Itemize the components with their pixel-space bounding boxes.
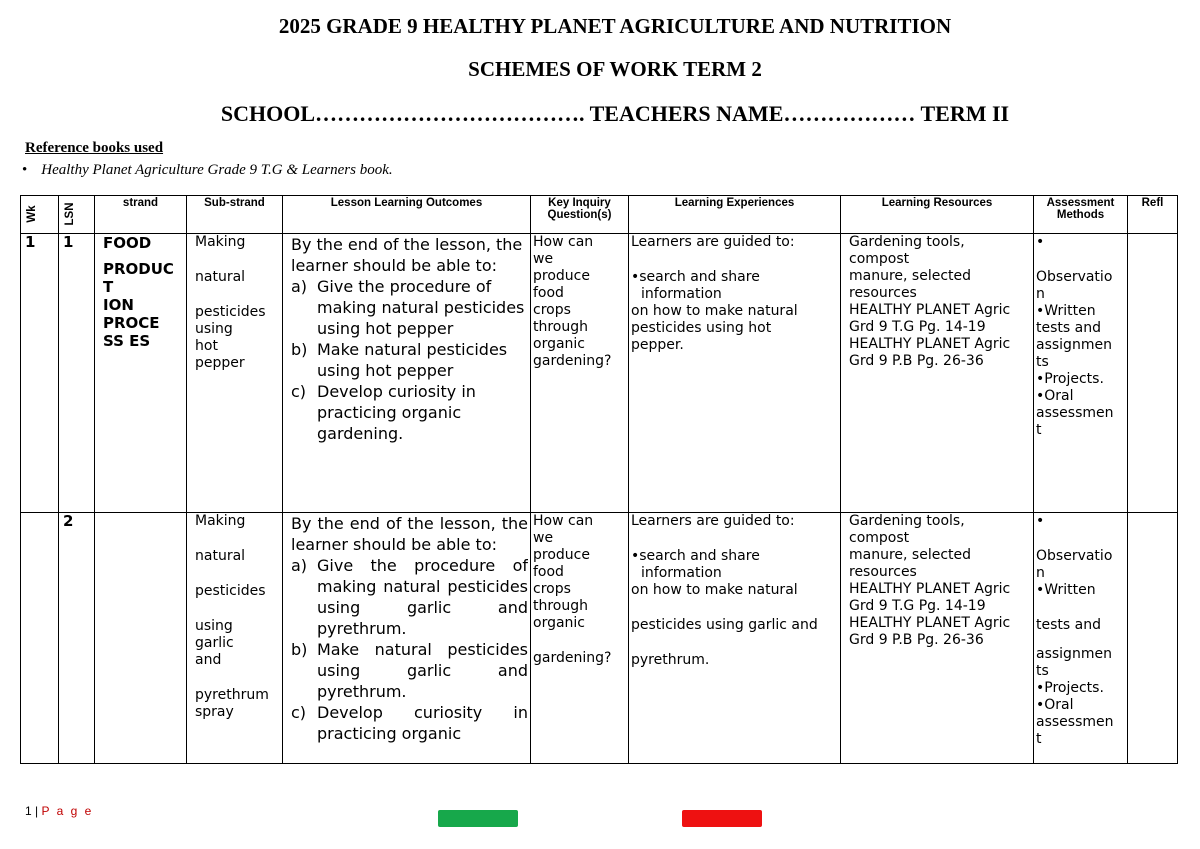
header-experiences: Learning Experiences xyxy=(629,196,841,234)
list-item: a) Give the procedure of making natural pesticides using hot pepper xyxy=(291,277,525,338)
table-row xyxy=(21,513,1178,764)
table-row xyxy=(21,234,1178,513)
substrand-cell: Making natural pesticides using garlic and pyrethrum spray xyxy=(187,513,283,764)
document-title: 2025 GRADE 9 HEALTHY PLANET AGRICULTURE AND NUTRITION xyxy=(278,14,952,38)
reference-heading: Reference books used xyxy=(25,140,164,156)
page-footer xyxy=(25,804,93,818)
table-header-row xyxy=(21,196,1178,234)
substrand-cell: Making natural pesticides using hot pepper xyxy=(187,234,283,513)
reference-text: Healthy Planet Agriculture Grade 9 T.G & Learners book. xyxy=(41,162,393,178)
outcomes-cell: By the end of the lesson, the learner should be able to: a) Give the procedure of making natural pesticides using hot pepper b) Make natural pesticides using hot pepper c) Develop curiosity in practicing organic gardening. xyxy=(283,234,531,513)
strand-cell xyxy=(95,513,187,764)
resources-cell: Gardening tools, compost manure, selected resources HEALTHY PLANET Agric Grd 9 T.G Pg. 14-19 HEALTHY PLANET Agric Grd 9 P.B Pg. 26-36 xyxy=(841,234,1034,513)
lesson-cell: 2 xyxy=(59,513,95,764)
bullet-icon: • xyxy=(22,162,28,178)
header-reflection: Refl xyxy=(1128,196,1178,234)
outcomes-cell: By the end of the lesson, the learner should be able to: a) Give the procedure of making natural pesticides using garlic and pyrethrum. b) Make natural pesticides using garlic and pyrethrum. c) Develop curiosity in practicing organic xyxy=(283,513,531,764)
header-lsn: LSN xyxy=(59,196,95,234)
list-item: c) Develop curiosity in practicing organic gardening. xyxy=(291,382,476,443)
reference-item xyxy=(22,162,393,179)
header-inquiry: Key Inquiry Question(s) xyxy=(531,196,629,234)
week-cell: 1 xyxy=(21,234,59,513)
assessment-cell: • Observatio n •Written tests and assignmen ts •Projects. •Oral assessmen t xyxy=(1034,234,1128,513)
resources-cell: Gardening tools, compost manure, selected resources HEALTHY PLANET Agric Grd 9 T.G Pg. 14-19 HEALTHY PLANET Agric Grd 9 P.B Pg. 26-36 xyxy=(841,513,1034,764)
lesson-cell: 1 xyxy=(59,234,95,513)
list-item: a) Give the procedure of making natural pesticides using garlic and pyrethrum. xyxy=(291,556,528,638)
header-resources: Learning Resources xyxy=(841,196,1034,234)
list-item: b) Make natural pesticides using hot pepper xyxy=(291,340,508,380)
strand-cell: FOOD PRODUC T ION PROCE SS ES xyxy=(95,234,187,513)
reflection-cell xyxy=(1128,234,1178,513)
red-button[interactable] xyxy=(682,810,762,827)
header-wk: Wk xyxy=(21,196,59,234)
list-item: b) Make natural pesticides using garlic and pyrethrum. xyxy=(291,640,528,701)
header-outcomes: Lesson Learning Outcomes xyxy=(283,196,531,234)
header-substrand: Sub-strand xyxy=(187,196,283,234)
header-strand: strand xyxy=(95,196,187,234)
list-item: c) Develop curiosity in practicing organic xyxy=(291,703,528,743)
page-number: 1 xyxy=(25,804,32,818)
document-subtitle: SCHEMES OF WORK TERM 2 xyxy=(468,57,762,81)
experiences-cell: Learners are guided to: •search and share information on how to make natural pesticides using hot pepper. xyxy=(629,234,841,513)
inquiry-cell: How can we produce food crops through organic gardening? xyxy=(531,513,629,764)
reflection-cell xyxy=(1128,513,1178,764)
footer-separator: | xyxy=(31,804,42,818)
header-assessment: Assessment Methods xyxy=(1034,196,1128,234)
page-label: P a g e xyxy=(41,804,94,818)
school-teacher-line: SCHOOL………………………………. TEACHERS NAME……………… TERM II xyxy=(220,101,1010,126)
schemes-table xyxy=(20,195,1178,764)
green-button[interactable] xyxy=(438,810,518,827)
experiences-cell: Learners are guided to: •search and share information on how to make natural pesticides using garlic and pyrethrum. xyxy=(629,513,841,764)
week-cell xyxy=(21,513,59,764)
assessment-cell: • Observatio n •Written tests and assignmen ts •Projects. •Oral assessmen t xyxy=(1034,513,1128,764)
inquiry-cell: How can we produce food crops through organic gardening? xyxy=(531,234,629,513)
